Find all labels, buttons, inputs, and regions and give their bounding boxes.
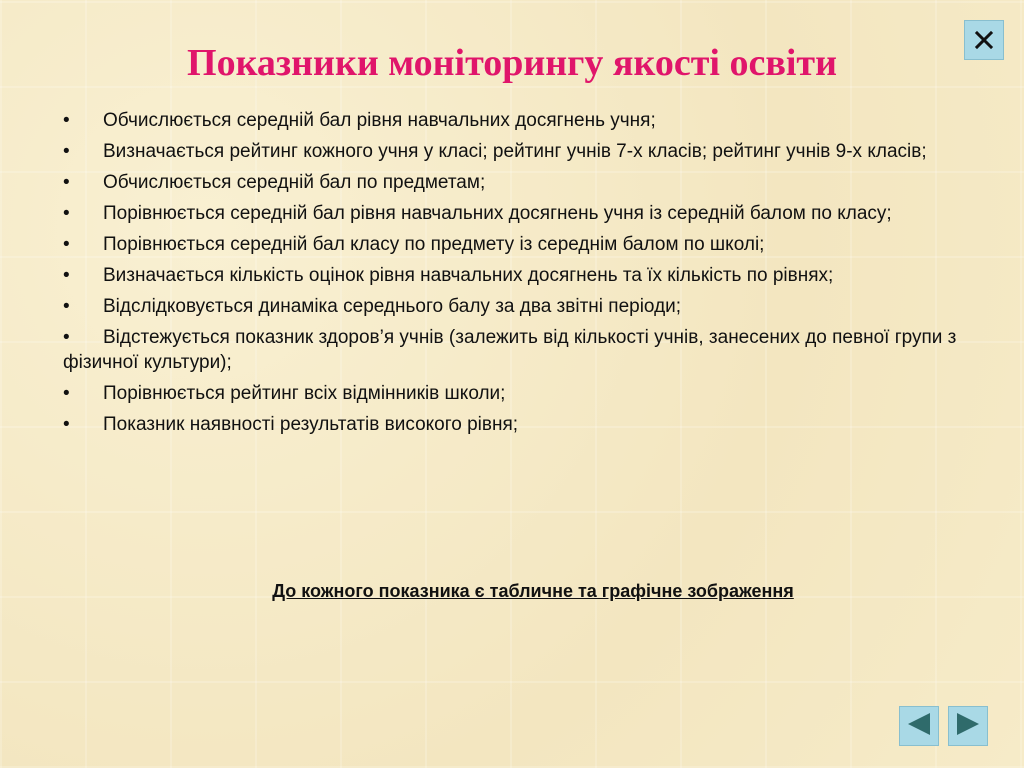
bullet-marker: • (63, 110, 70, 131)
list-item (63, 263, 963, 288)
bullet-text: Порівнюється рейтинг всіх відмінників школи; (103, 383, 506, 404)
bullet-marker: • (63, 203, 70, 224)
bullet-text: Обчислюється середній бал рівня навчальних досягнень учня; (103, 110, 656, 131)
arrow-left-icon (905, 711, 933, 742)
bullet-marker: • (63, 172, 70, 193)
bullet-marker: • (63, 327, 70, 348)
list-item (63, 139, 963, 164)
list-item (63, 201, 963, 226)
prev-slide-button[interactable] (899, 706, 939, 746)
bullet-text: Відслідковується динаміка середнього балу за два звітні періоди; (103, 296, 682, 317)
bullet-marker: • (63, 265, 70, 286)
bullet-text: Визначається кількість оцінок рівня навчальних досягнень та їх кількість по рівнях; (103, 265, 834, 286)
bullet-text: Порівнюється середній бал класу по предмету із середнім балом по школі; (103, 234, 765, 255)
bullet-list (63, 108, 963, 443)
bullet-text: Визначається рейтинг кожного учня у класі; рейтинг учнів 7-х класів; рейтинг учнів 9-х класів; (103, 141, 927, 162)
bullet-text: Відстежується показник здоров’я учнів (залежить від кількості учнів, занесених до певної групи з фізичної культури); (63, 327, 957, 373)
bullet-marker: • (63, 141, 70, 162)
list-item (63, 325, 963, 375)
list-item (63, 381, 963, 406)
bullet-text: Порівнюється середній бал рівня навчальних досягнень учня із середній балом по класу; (103, 203, 892, 224)
bullet-marker: • (63, 414, 70, 435)
bullet-text: Показник наявності результатів високого рівня; (103, 414, 519, 435)
bullet-marker: • (63, 383, 70, 404)
list-item (63, 108, 963, 133)
bullet-marker: • (63, 296, 70, 317)
bullet-text: Обчислюється середній бал по предметам; (103, 172, 486, 193)
arrow-right-icon (954, 711, 982, 742)
list-item (63, 170, 963, 195)
list-item (63, 412, 963, 437)
footer-link[interactable]: До кожного показника є табличне та графічне зображення (272, 581, 794, 601)
bullet-marker: • (63, 234, 70, 255)
slide-title: Показники моніторингу якості освіти (187, 42, 837, 84)
list-item (63, 294, 963, 319)
next-slide-button[interactable] (948, 706, 988, 746)
list-item (63, 232, 963, 257)
